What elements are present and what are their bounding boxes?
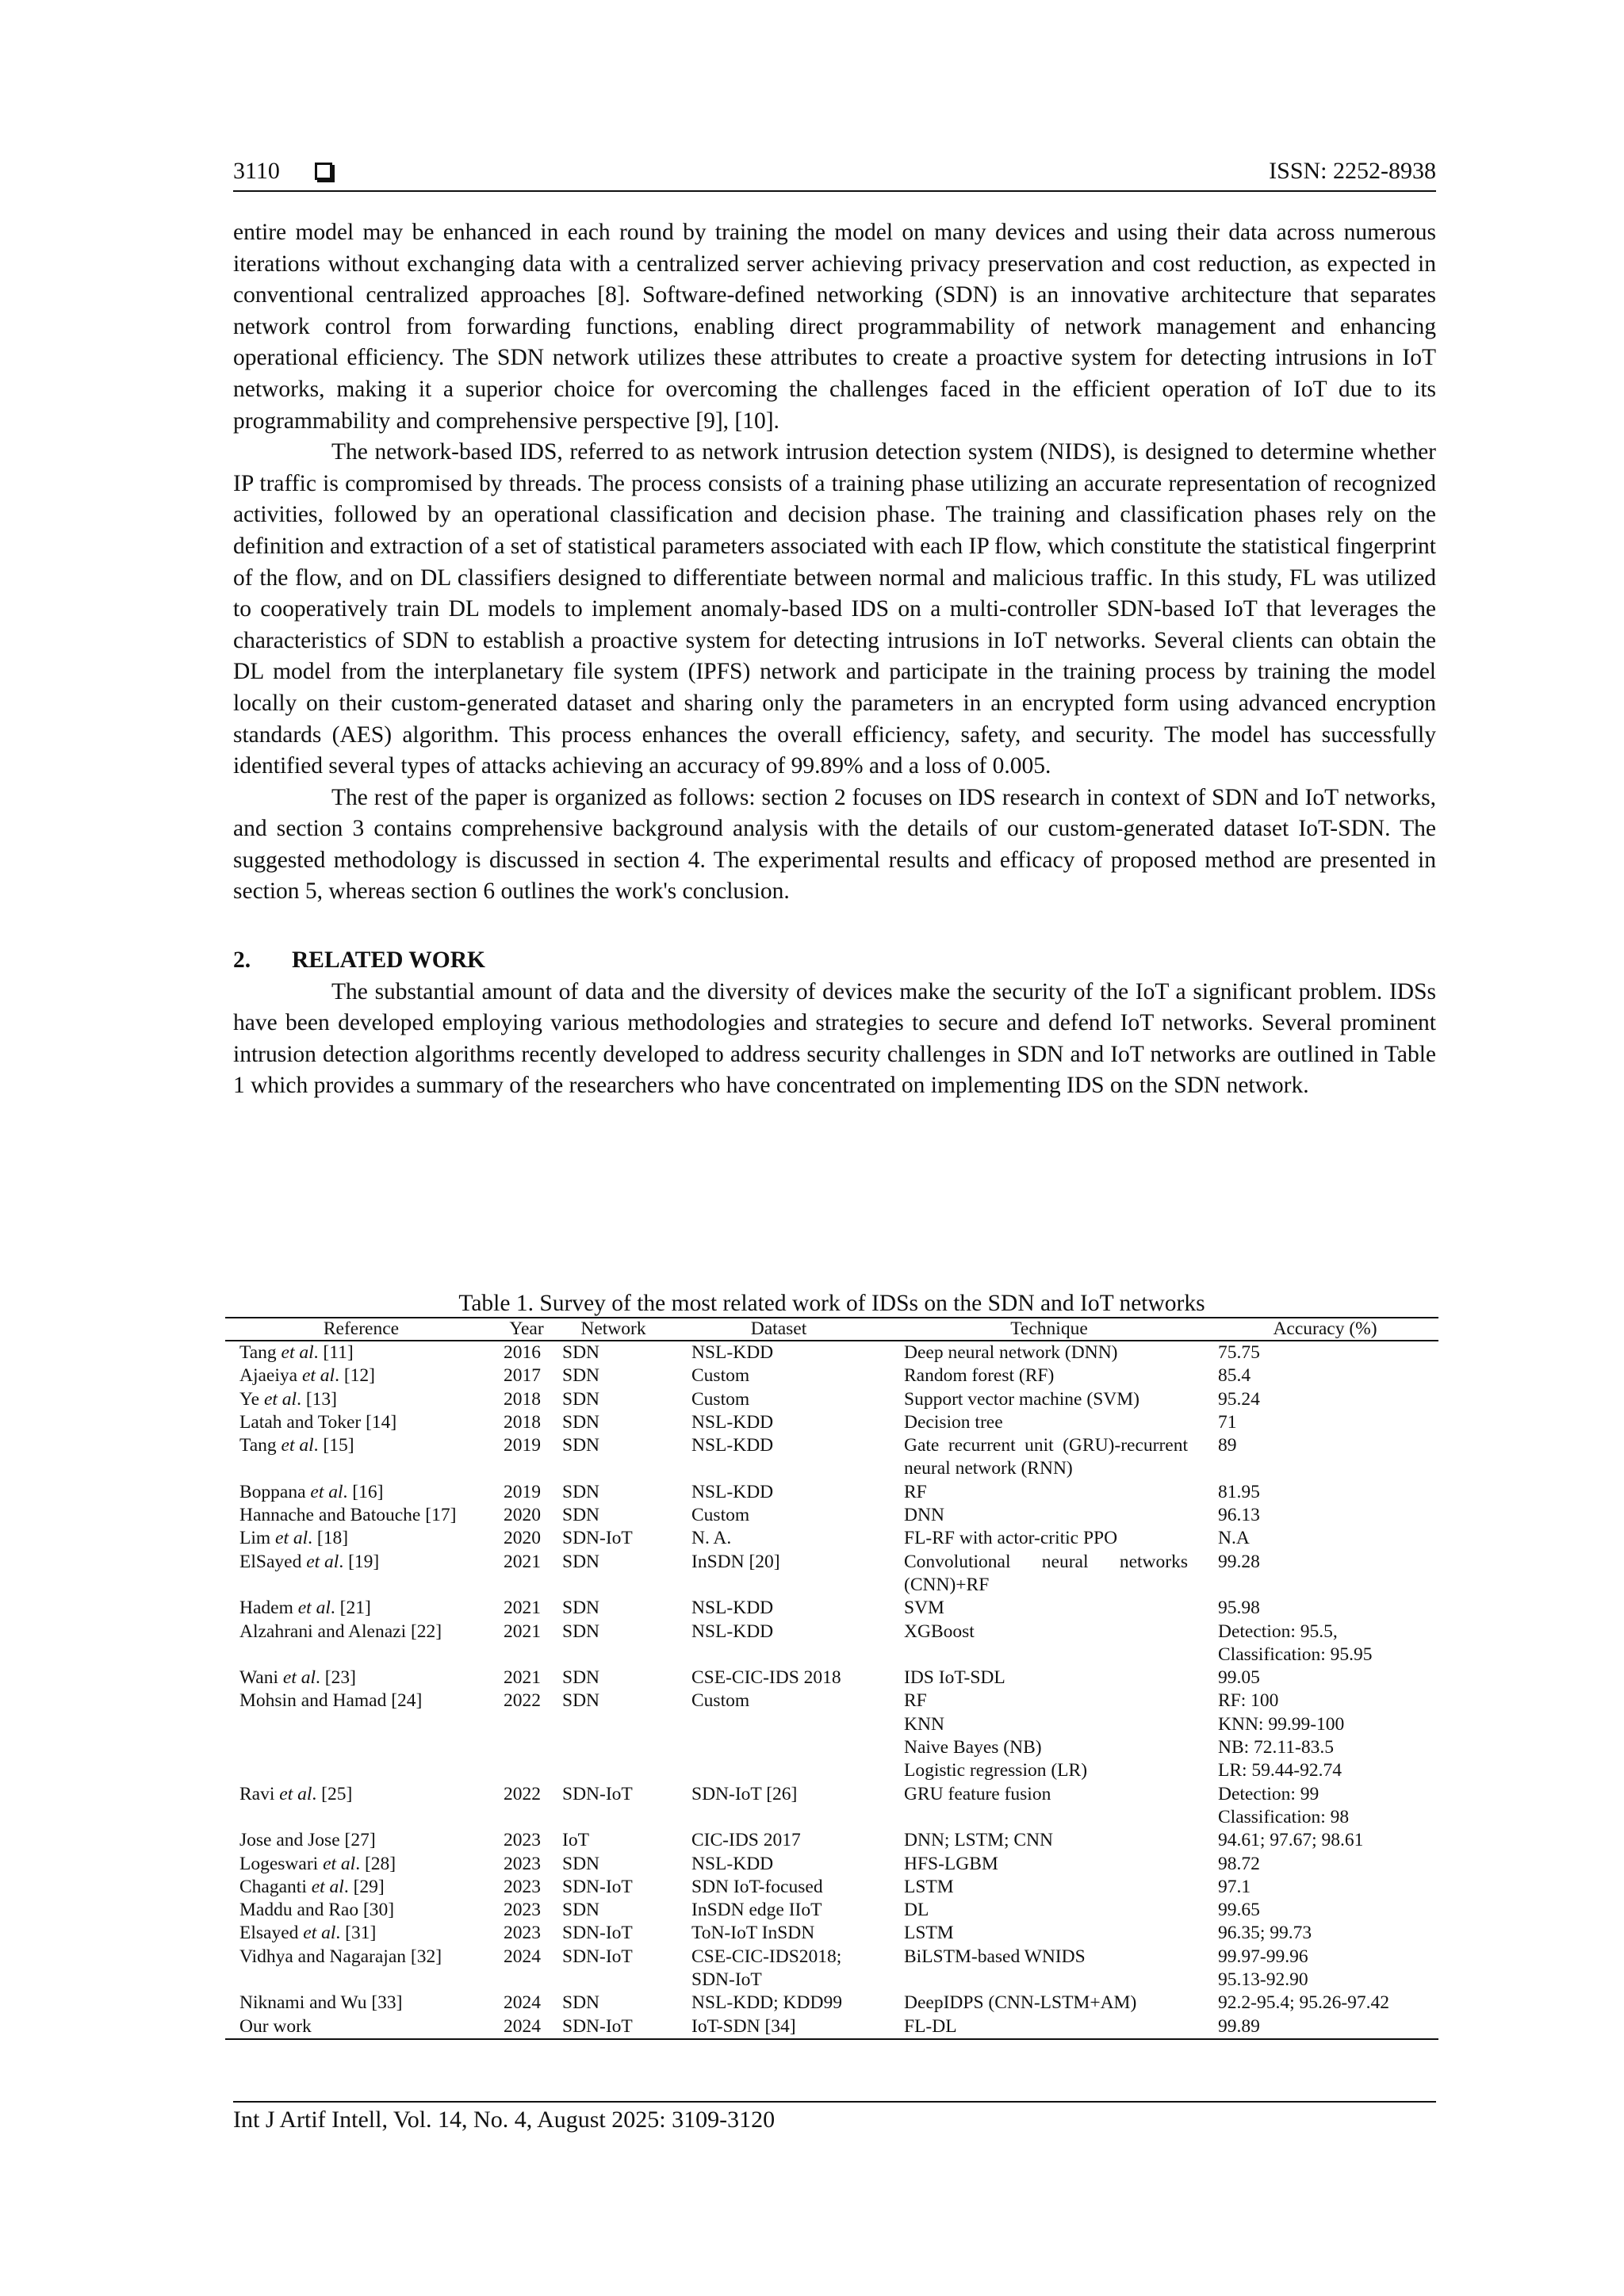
reference-text: . [18]: [308, 1528, 349, 1549]
cell-year: 2017: [504, 1365, 541, 1387]
cell-reference: [225, 1689, 497, 1782]
cell-year: 2024: [497, 2015, 556, 2039]
cell-dataset: NSL-KDD: [691, 1435, 774, 1456]
col-header-technique: Technique: [887, 1318, 1212, 1341]
cell-network: SDN: [562, 1621, 600, 1642]
table-row: [225, 1597, 1438, 1620]
cell-technique: Deep neural network (DNN): [904, 1342, 1118, 1363]
reference-text: Ravi: [239, 1783, 280, 1804]
reference-text: Our work: [239, 2015, 312, 2037]
cell-reference: [225, 1388, 497, 1411]
cell-network: SDN-IoT: [562, 1783, 633, 1804]
cell-year: 2023: [504, 1923, 541, 1944]
cell-dataset: Custom: [691, 1505, 750, 1526]
cell-year: 2021: [504, 1598, 541, 1619]
cell-reference: [225, 1364, 497, 1387]
square-bullet-icon: [315, 163, 332, 180]
cell-accuracy: 96.13: [1218, 1505, 1260, 1526]
table-row: [225, 1481, 1438, 1504]
cell-network: SDN-IoT: [562, 1528, 633, 1549]
cell-technique: IDS IoT-SDL: [904, 1667, 1005, 1689]
col-header-dataset: Dataset: [671, 1318, 887, 1341]
reference-text: Jose and Jose [27]: [239, 1830, 376, 1851]
table-caption: Table 1. Survey of the most related work of IDSs on the SDN and IoT networks: [458, 1291, 1205, 1316]
cell-reference: [225, 1434, 497, 1481]
cell-year: 2021: [504, 1667, 541, 1689]
cell-dataset: IoT-SDN [34]: [671, 2015, 887, 2039]
cell-reference: [225, 2015, 497, 2039]
cell-year: 2022: [504, 1690, 541, 1712]
cell-dataset: InSDN edge IIoT: [691, 1900, 822, 1921]
cell-reference: [225, 1899, 497, 1922]
cell-dataset: NSL-KDD: [691, 1621, 774, 1642]
cell-year: 2022: [504, 1783, 541, 1804]
cell-network: SDN: [562, 1411, 600, 1433]
cell-year: 2020: [504, 1528, 541, 1549]
reference-et-al: et al: [297, 1598, 331, 1619]
table-row: [225, 1946, 1438, 1992]
reference-text: . [15]: [313, 1435, 354, 1456]
table-row: [225, 1551, 1438, 1598]
reference-text: . [21]: [330, 1598, 371, 1619]
table-1: [225, 1290, 1438, 2040]
cell-accuracy: RF: 100 KNN: 99.99-100 NB: 72.11-83.5 LR: 59.44-92.74: [1218, 1690, 1345, 1781]
cell-technique: DNN: [904, 1505, 944, 1526]
cell-technique: GRU feature fusion: [904, 1783, 1051, 1804]
reference-text: Niknami and Wu [33]: [239, 1992, 403, 2014]
table-row: [225, 1876, 1438, 1899]
reference-et-al: et al: [281, 1435, 314, 1456]
reference-et-al: et al: [303, 1923, 336, 1944]
journal-issn: ISSN: 2252-8938: [1269, 158, 1436, 184]
table-row: [225, 1621, 1438, 1667]
reference-text: . [31]: [335, 1923, 377, 1944]
cell-network: SDN-IoT: [562, 1946, 633, 1967]
cell-dataset: Custom: [691, 1690, 750, 1712]
reference-text: . [29]: [343, 1876, 385, 1897]
reference-et-al: et al: [311, 1876, 344, 1897]
cell-accuracy: 95.24: [1218, 1388, 1260, 1410]
cell-reference: [225, 1876, 497, 1899]
paragraph-4: The substantial amount of data and the diversity of devices make the security of the IoT a significant problem. IDSs have been developed employing various methodologies and strategies to secure and defend IoT networks. Several prominent intrusion detection algorithms recently developed to address security challenges in SDN and IoT networks are outlined in Table 1 which provides a summary of the researchers who have concentrated on implementing IDS on the SDN network.: [233, 978, 1436, 1099]
table-row: [225, 1829, 1438, 1852]
table-row: [225, 1388, 1438, 1411]
paragraph-1: entire model may be enhanced in each round by training the model on many devices and using their data across numerous iterations without exchanging data with a centralized server achieving privacy preservation and cost reduction, as expected in conventional centralized approaches [8]. Software-defined networking (SDN) is an innovative architecture that separates network control from forwarding functions, enabling direct programmability of network management and enhancing operational efficiency. The SDN network utilizes these attributes to create a proactive system for detecting intrusions in IoT networks, making it a superior choice for overcoming the challenges faced in the efficient operation of IoT due to its programmability and comprehensive perspective [9], [10].: [233, 220, 1436, 434]
cell-year: 2016: [504, 1342, 541, 1363]
reference-text: . [28]: [355, 1853, 396, 1874]
reference-text: . [13]: [297, 1388, 337, 1410]
cell-technique: LSTM: [904, 1923, 954, 1944]
col-header-accuracy: Accuracy (%): [1212, 1318, 1438, 1341]
cell-network: SDN: [562, 1435, 600, 1456]
table-row: [225, 1341, 1438, 1364]
cell-accuracy: Detection: 95.5, Classification: 95.95: [1218, 1621, 1373, 1665]
col-header-reference: Reference: [225, 1318, 497, 1341]
cell-reference: [225, 1853, 497, 1876]
cell-technique: DL: [904, 1900, 929, 1921]
cell-dataset: N. A.: [691, 1528, 732, 1549]
cell-technique: Support vector machine (SVM): [904, 1388, 1139, 1410]
reference-et-al: et al: [301, 1365, 335, 1387]
cell-reference: [225, 1597, 497, 1620]
cell-network: IoT: [562, 1830, 589, 1851]
reference-text: Tang: [239, 1435, 282, 1456]
cell-reference: [225, 1504, 497, 1527]
cell-dataset: NSL-KDD: [691, 1481, 774, 1502]
cell-reference: [225, 1551, 497, 1598]
cell-reference: [225, 1922, 497, 1945]
reference-text: . [11]: [313, 1342, 354, 1363]
col-header-year: Year: [497, 1318, 556, 1341]
reference-text: . [12]: [335, 1365, 375, 1387]
cell-year: 2019: [504, 1481, 541, 1502]
reference-text: Boppana: [239, 1481, 311, 1502]
reference-et-al: et al: [263, 1388, 297, 1410]
survey-table: [225, 1317, 1438, 2040]
section-heading: [233, 945, 1436, 977]
cell-technique: RF: [904, 1481, 927, 1502]
cell-accuracy: 85.4: [1218, 1365, 1251, 1387]
body-text: [233, 217, 1436, 1102]
cell-accuracy: 99.28: [1218, 1551, 1260, 1572]
cell-accuracy: 71: [1218, 1411, 1237, 1433]
reference-text: Tang: [239, 1342, 282, 1363]
cell-technique: DeepIDPS (CNN-LSTM+AM): [904, 1992, 1137, 2014]
cell-network: SDN-IoT: [562, 1923, 633, 1944]
reference-et-al: et al: [279, 1783, 312, 1804]
reference-et-al: et al: [306, 1551, 339, 1572]
table-row: [225, 1853, 1438, 1876]
reference-text: . [19]: [339, 1551, 380, 1572]
reference-text: Maddu and Rao [30]: [239, 1900, 395, 1921]
table-row: [225, 1667, 1438, 1689]
cell-network: SDN: [562, 1598, 600, 1619]
table-row: [225, 1527, 1438, 1550]
reference-text: Hadem: [239, 1598, 298, 1619]
reference-text: Mohsin and Hamad [24]: [239, 1690, 423, 1712]
page-number-text: 3110: [233, 158, 280, 184]
cell-dataset: Custom: [691, 1365, 750, 1387]
cell-technique: FL-DL: [887, 2015, 1212, 2039]
cell-year: 2023: [504, 1830, 541, 1851]
table-row: [225, 1364, 1438, 1387]
cell-network: SDN: [562, 1551, 600, 1572]
table-row: [225, 1504, 1438, 1527]
cell-accuracy: Detection: 99 Classification: 98: [1218, 1783, 1350, 1827]
cell-network: SDN: [562, 1365, 600, 1387]
cell-network: SDN: [562, 1667, 600, 1689]
cell-accuracy: 99.65: [1218, 1900, 1260, 1921]
cell-accuracy: 96.35; 99.73: [1218, 1923, 1312, 1944]
reference-text: Hannache and Batouche [17]: [239, 1505, 457, 1526]
cell-technique: Decision tree: [904, 1411, 1003, 1433]
paragraph-3: The rest of the paper is organized as follows: section 2 focuses on IDS research in context of SDN and IoT networks, and section 3 contains comprehensive background analysis with the details of our custom-generated dataset IoT-SDN. The suggested methodology is discussed in section 4. The experimental results and efficacy of proposed method are presented in section 5, whereas section 6 outlines the work's conclusion.: [233, 784, 1436, 905]
cell-accuracy: 81.95: [1218, 1481, 1260, 1502]
cell-technique: BiLSTM-based WNIDS: [904, 1946, 1086, 1967]
reference-text: Logeswari: [239, 1853, 324, 1874]
reference-text: Elsayed: [239, 1923, 304, 1944]
reference-text: Ajaeiya: [239, 1365, 302, 1387]
reference-et-al: et al: [275, 1528, 308, 1549]
section-number: 2.: [233, 947, 251, 974]
cell-dataset: InSDN [20]: [691, 1551, 780, 1572]
cell-network: SDN: [562, 1853, 600, 1874]
cell-network: SDN: [562, 1690, 600, 1712]
cell-dataset: NSL-KDD: [691, 1598, 774, 1619]
cell-technique: RF KNN Naive Bayes (NB) Logistic regression (LR): [904, 1690, 1088, 1781]
cell-accuracy: 94.61; 97.67; 98.61: [1218, 1830, 1364, 1851]
cell-year: 2021: [504, 1621, 541, 1642]
cell-year: 2019: [504, 1435, 541, 1456]
reference-et-al: et al: [281, 1342, 314, 1363]
reference-text: Ye: [239, 1388, 264, 1410]
cell-accuracy: 92.2-95.4; 95.26-97.42: [1218, 1992, 1390, 2014]
table-row: [225, 2015, 1438, 2039]
reference-text: Latah and Toker [14]: [239, 1411, 397, 1433]
table-row: [225, 1899, 1438, 1922]
cell-accuracy: 75.75: [1218, 1342, 1260, 1363]
cell-accuracy: N.A: [1218, 1528, 1250, 1549]
cell-year: 2021: [504, 1551, 541, 1572]
cell-technique: SVM: [904, 1598, 944, 1619]
cell-technique: Convolutional neural networks (CNN)+RF: [904, 1551, 1188, 1595]
cell-network: SDN: [562, 1342, 600, 1363]
cell-reference: [225, 1411, 497, 1434]
table-body: [225, 1341, 1438, 2039]
cell-technique: Random forest (RF): [904, 1365, 1055, 1387]
cell-reference: [225, 1481, 497, 1504]
cell-reference: [225, 1527, 497, 1550]
cell-accuracy: 98.72: [1218, 1853, 1260, 1874]
cell-dataset: SDN-IoT [26]: [691, 1783, 798, 1804]
cell-year: 2018: [504, 1411, 541, 1433]
cell-reference: [225, 1783, 497, 1830]
paragraph-2: The network-based IDS, referred to as network intrusion detection system (NIDS), is designed to determine whether IP traffic is compromised by threads. The process consists of a training phase utilizing an accurate representation of recognized activities, followed by an operational classification and decision phase. The training and classification phases rely on the definition and extraction of a set of statistical parameters associated with each IP flow, which constitute the statistical fingerprint of the flow, and on DL classifiers designed to differentiate between normal and malicious traffic. In this study, FL was utilized to cooperatively train DL models to implement anomaly-based IDS on a multi-controller SDN-based IoT that leverages the characteristics of SDN to establish a proactive system for detecting intrusions in IoT networks. Several clients can obtain the DL model from the interplanetary file system (IPFS) network and participate in the training process by training the model locally on their custom-generated dataset and sharing only the parameters in an encrypted form using advanced encryption standards (AES) algorithm. This process enhances the overall efficiency, safety, and security. The model has successfully identified several types of attacks achieving an accuracy of 99.89% and a loss of 0.005.: [233, 439, 1436, 779]
cell-year: 2018: [504, 1388, 541, 1410]
cell-dataset: NSL-KDD: [691, 1853, 774, 1874]
cell-technique: HFS-LGBM: [904, 1853, 998, 1874]
table-row: [225, 1411, 1438, 1434]
footer-rule: [233, 2101, 1436, 2103]
cell-accuracy: 95.98: [1218, 1598, 1260, 1619]
reference-text: Alzahrani and Alenazi [22]: [239, 1621, 442, 1642]
header-rule: [233, 190, 1436, 192]
cell-network: SDN: [562, 1388, 600, 1410]
cell-year: 2023: [504, 1876, 541, 1897]
cell-dataset: CIC-IDS 2017: [691, 1830, 801, 1851]
cell-network: SDN-IoT: [562, 1876, 633, 1897]
reference-text: . [23]: [316, 1667, 356, 1689]
table-header-row: [225, 1318, 1438, 1341]
cell-network: SDN-IoT: [556, 2015, 671, 2039]
cell-dataset: NSL-KDD: [691, 1342, 774, 1363]
cell-accuracy: 99.97-99.96 95.13-92.90: [1218, 1946, 1308, 1991]
cell-network: SDN: [562, 1505, 600, 1526]
reference-text: Chaganti: [239, 1876, 312, 1897]
cell-year: 2023: [504, 1853, 541, 1874]
cell-accuracy: 99.89: [1212, 2015, 1438, 2039]
cell-dataset: NSL-KDD; KDD99: [691, 1992, 842, 2014]
cell-accuracy: 89: [1218, 1435, 1237, 1456]
cell-dataset: ToN-IoT InSDN: [691, 1923, 815, 1944]
cell-dataset: NSL-KDD: [691, 1411, 774, 1433]
reference-text: . [25]: [312, 1783, 353, 1804]
reference-text: . [16]: [343, 1481, 384, 1502]
section-title: RELATED WORK: [292, 947, 485, 974]
cell-accuracy: 99.05: [1218, 1667, 1260, 1689]
table-row: [225, 1992, 1438, 2015]
cell-year: 2023: [504, 1900, 541, 1921]
reference-text: Vidhya and Nagarajan [32]: [239, 1946, 442, 1967]
cell-year: 2020: [504, 1505, 541, 1526]
cell-technique: LSTM: [904, 1876, 954, 1897]
cell-dataset: SDN IoT-focused: [691, 1876, 823, 1897]
cell-year: 2024: [504, 1992, 541, 2014]
page-number: [233, 155, 332, 187]
cell-technique: DNN; LSTM; CNN: [904, 1830, 1054, 1851]
cell-technique: Gate recurrent unit (GRU)-recurrent neural network (RNN): [904, 1435, 1188, 1479]
reference-text: ElSayed: [239, 1551, 307, 1572]
cell-reference: [225, 1992, 497, 2015]
cell-reference: [225, 1829, 497, 1852]
footer-citation: Int J Artif Intell, Vol. 14, No. 4, August 2025: 3109-3120: [233, 2107, 776, 2133]
table-row: [225, 1689, 1438, 1782]
reference-text: Wani: [239, 1667, 283, 1689]
table-row: [225, 1783, 1438, 1830]
cell-dataset: Custom: [691, 1388, 750, 1410]
reference-et-al: et al: [323, 1853, 356, 1874]
reference-et-al: et al: [282, 1667, 316, 1689]
cell-reference: [225, 1667, 497, 1689]
table-row: [225, 1434, 1438, 1481]
cell-technique: XGBoost: [904, 1621, 975, 1642]
col-header-network: Network: [556, 1318, 671, 1341]
reference-text: Lim: [239, 1528, 276, 1549]
cell-reference: [225, 1946, 497, 1992]
reference-et-al: et al: [310, 1481, 343, 1502]
cell-accuracy: 97.1: [1218, 1876, 1251, 1897]
cell-dataset: CSE-CIC-IDS 2018: [691, 1667, 841, 1689]
cell-network: SDN: [562, 1900, 600, 1921]
cell-network: SDN: [562, 1481, 600, 1502]
cell-reference: [225, 1621, 497, 1667]
cell-year: 2024: [504, 1946, 541, 1967]
cell-reference: [225, 1341, 497, 1364]
table-row: [225, 1922, 1438, 1945]
cell-network: SDN: [562, 1992, 600, 2014]
cell-technique: FL-RF with actor-critic PPO: [904, 1528, 1118, 1549]
cell-dataset: CSE-CIC-IDS2018; SDN-IoT: [691, 1946, 842, 1991]
